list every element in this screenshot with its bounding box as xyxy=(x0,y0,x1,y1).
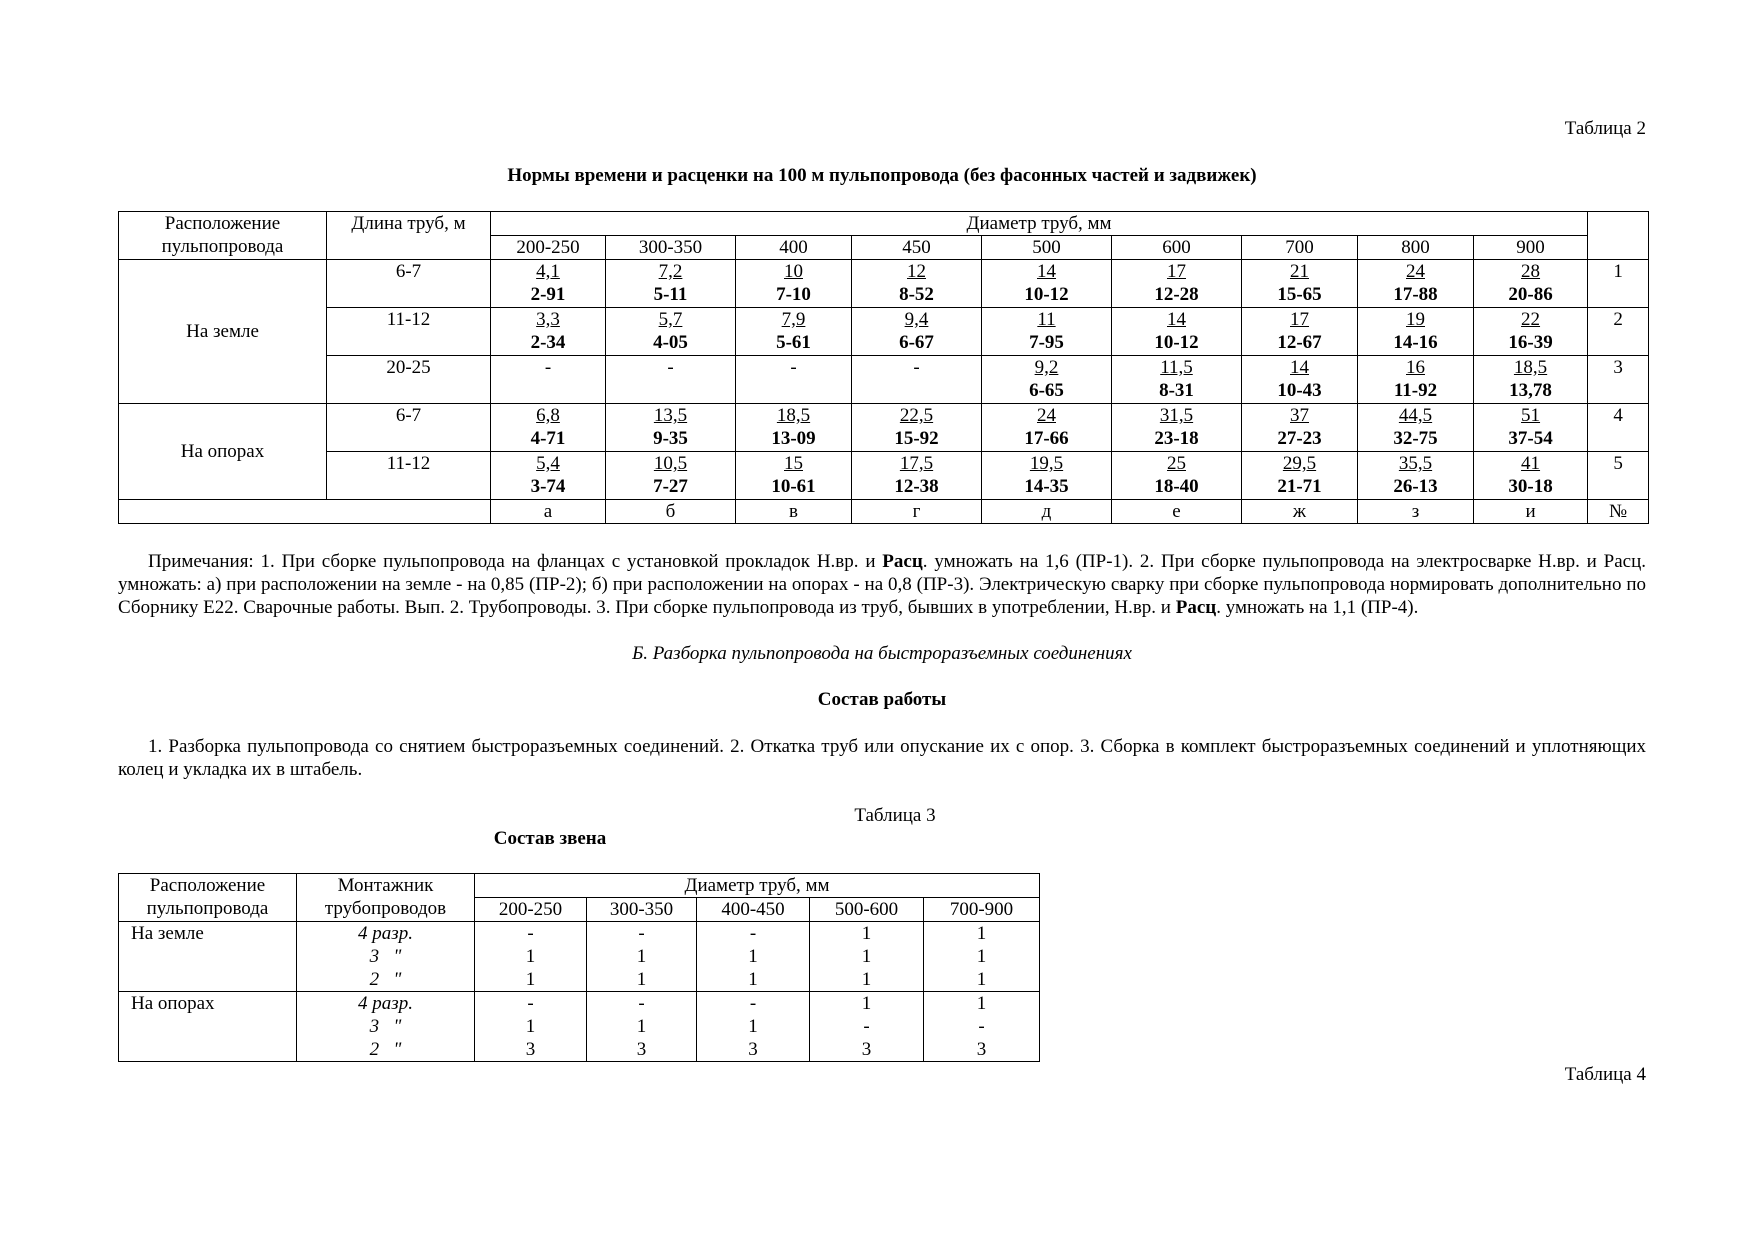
price-rate: 11-92 xyxy=(1393,380,1438,401)
price-rate: 14-16 xyxy=(1393,332,1438,353)
row-number: 2 xyxy=(1588,308,1649,356)
crew-count-cell xyxy=(924,922,1040,992)
time-norm: 24 xyxy=(1406,261,1425,282)
row-number: 3 xyxy=(1588,356,1649,404)
price-rate: 17-66 xyxy=(1024,428,1069,449)
table-row xyxy=(119,356,1649,404)
norm-cell xyxy=(736,260,852,308)
norm-cell xyxy=(982,452,1112,500)
row-number: 1 xyxy=(1588,260,1649,308)
norm-cell xyxy=(1112,356,1242,404)
time-norm: 10,5 xyxy=(653,453,688,474)
location-cell: На опорах xyxy=(119,992,297,1062)
time-norm: 15 xyxy=(784,453,803,474)
price-rate: 5-11 xyxy=(653,284,688,305)
crew-count: 3 xyxy=(861,1039,872,1060)
price-rate: 5-61 xyxy=(776,332,811,353)
diameter-header: 800 xyxy=(1358,236,1474,260)
table3-header-row xyxy=(119,874,1040,898)
price-rate: 15-92 xyxy=(894,428,939,449)
crew-count: 1 xyxy=(525,946,536,967)
price-rate: 20-86 xyxy=(1508,284,1553,305)
header-location: Расположение пульпопровода xyxy=(119,874,297,922)
price-rate xyxy=(491,379,605,402)
time-norm: 19 xyxy=(1406,309,1425,330)
norm-cell xyxy=(1112,404,1242,452)
price-rate: 12-28 xyxy=(1154,284,1199,305)
header-worker: Монтажник трубопроводов xyxy=(297,874,475,922)
footer-num-symbol: № xyxy=(1588,500,1649,524)
diameter-header: 400 xyxy=(736,236,852,260)
time-norm: - xyxy=(913,357,920,378)
header-num-empty xyxy=(1588,212,1649,260)
price-rate: 6-67 xyxy=(899,332,934,353)
diameter-header: 450 xyxy=(852,236,982,260)
crew-count-cell xyxy=(587,992,697,1062)
time-norm: 24 xyxy=(1037,405,1056,426)
time-norm: 17 xyxy=(1290,309,1309,330)
time-norm: 9,2 xyxy=(1034,357,1059,378)
footer-empty xyxy=(119,500,491,524)
price-rate: 15-65 xyxy=(1277,284,1322,305)
norm-cell xyxy=(1242,260,1358,308)
crew-table xyxy=(118,873,1040,1062)
crew-count: - xyxy=(749,993,757,1014)
crew-count: - xyxy=(863,1016,870,1037)
time-norm: 41 xyxy=(1521,453,1541,474)
table-row xyxy=(119,452,1649,500)
time-norm: 5,4 xyxy=(536,453,560,474)
norm-cell xyxy=(852,260,982,308)
crew-count: 1 xyxy=(861,946,872,967)
price-rate: 26-13 xyxy=(1393,476,1438,497)
price-rate: 13-09 xyxy=(771,428,816,449)
norm-cell xyxy=(1474,452,1588,500)
time-norm: 18,5 xyxy=(1513,357,1548,378)
norm-cell xyxy=(1112,260,1242,308)
price-rate: 4-71 xyxy=(530,428,566,449)
table2-title: Нормы времени и расценки на 100 м пульпопровода (без фасонных частей и задвижек) xyxy=(507,165,1257,186)
time-norm: 7,9 xyxy=(781,309,806,330)
rank-label: 2 " xyxy=(369,969,402,990)
header-length: Длина труб, м xyxy=(327,212,491,260)
time-norm: 18,5 xyxy=(776,405,811,426)
norm-cell xyxy=(1474,260,1588,308)
length-cell: 6-7 xyxy=(327,404,491,452)
crew-count: 1 xyxy=(861,993,872,1014)
column-letter: а xyxy=(491,500,606,524)
length-cell: 20-25 xyxy=(327,356,491,404)
rank-cell xyxy=(297,922,475,992)
time-norm: 44,5 xyxy=(1398,405,1433,426)
norm-cell xyxy=(491,404,606,452)
time-norm: 21 xyxy=(1290,261,1309,282)
diameter-header: 300-350 xyxy=(587,898,697,922)
price-rate: 7-95 xyxy=(1029,332,1064,353)
time-norm: 14 xyxy=(1037,261,1056,282)
crew-count: 1 xyxy=(525,969,536,990)
time-norm: - xyxy=(790,357,797,378)
time-norm: 28 xyxy=(1521,261,1541,282)
notes-bold-2: Расц xyxy=(1175,597,1217,618)
norm-cell xyxy=(491,452,606,500)
price-rate: 10-12 xyxy=(1024,284,1069,305)
work-composition-title: Состав работы xyxy=(817,689,947,710)
table3-caption: Таблица 3 xyxy=(854,805,936,826)
norm-cell xyxy=(1474,404,1588,452)
time-norm: 14 xyxy=(1167,309,1186,330)
price-rate: 12-67 xyxy=(1277,332,1322,353)
location-cell: На земле xyxy=(119,922,297,992)
rank-label: 4 разр. xyxy=(358,993,413,1014)
crew-count-cell xyxy=(475,922,587,992)
price-rate xyxy=(852,379,981,402)
price-rate: 8-52 xyxy=(899,284,934,305)
rank-label: 2 " xyxy=(369,1039,402,1060)
time-norm: 13,5 xyxy=(653,405,688,426)
diameter-header: 900 xyxy=(1474,236,1588,260)
norm-cell xyxy=(852,308,982,356)
time-norm: 17,5 xyxy=(899,453,934,474)
rank-label: 3 " xyxy=(369,946,402,967)
norm-cell xyxy=(491,260,606,308)
crew-count-cell xyxy=(924,992,1040,1062)
crew-count: 3 xyxy=(748,1039,758,1060)
time-norm: 29,5 xyxy=(1282,453,1317,474)
rank-cell xyxy=(297,992,475,1062)
column-letter: ж xyxy=(1242,500,1358,524)
price-rate: 9-35 xyxy=(653,428,688,449)
norm-cell xyxy=(1112,308,1242,356)
column-letter: в xyxy=(736,500,852,524)
norm-cell xyxy=(982,308,1112,356)
diameter-header: 700-900 xyxy=(924,898,1040,922)
norm-cell xyxy=(982,404,1112,452)
price-rate: 30-18 xyxy=(1508,476,1553,497)
norms-table xyxy=(118,211,1649,524)
price-rate: 10-61 xyxy=(771,476,816,497)
price-rate: 6-65 xyxy=(1029,380,1064,401)
rank-label: 3 " xyxy=(369,1016,402,1037)
crew-count-cell xyxy=(810,922,924,992)
crew-count: 3 xyxy=(976,1039,987,1060)
diameter-header: 500 xyxy=(982,236,1112,260)
price-rate: 10-12 xyxy=(1154,332,1199,353)
column-letter: д xyxy=(982,500,1112,524)
price-rate: 13,78 xyxy=(1509,380,1552,401)
section-b-title: Б. Разборка пульпопровода на быстроразъемных соединениях xyxy=(632,643,1132,664)
crew-count: 1 xyxy=(636,1016,647,1037)
price-rate: 27-23 xyxy=(1277,428,1322,449)
column-letter: б xyxy=(606,500,736,524)
diameter-header: 200-250 xyxy=(475,898,587,922)
length-cell: 11-12 xyxy=(327,308,491,356)
time-norm: 10 xyxy=(784,261,803,282)
time-norm: 5,7 xyxy=(658,309,683,330)
norm-cell xyxy=(606,452,736,500)
price-rate: 23-18 xyxy=(1154,428,1199,449)
norm-cell xyxy=(852,452,982,500)
norm-cell xyxy=(736,308,852,356)
diameter-header: 500-600 xyxy=(810,898,924,922)
norm-cell xyxy=(1242,404,1358,452)
time-norm: 4,1 xyxy=(536,261,560,282)
price-rate: 8-31 xyxy=(1159,380,1194,401)
price-rate: 2-91 xyxy=(530,284,566,305)
column-letter: з xyxy=(1358,500,1474,524)
rank-label: 4 разр. xyxy=(358,923,413,944)
notes-text-3: . умножать на 1,1 (ПР-4). xyxy=(1216,597,1419,618)
price-rate: 37-54 xyxy=(1508,428,1553,449)
crew-count-cell xyxy=(697,922,810,992)
price-rate: 16-39 xyxy=(1508,332,1553,353)
norm-cell xyxy=(736,356,852,404)
time-norm: 22 xyxy=(1521,309,1541,330)
diameter-header: 700 xyxy=(1242,236,1358,260)
time-norm: 9,4 xyxy=(904,309,929,330)
crew-count: 1 xyxy=(748,969,758,990)
crew-count: - xyxy=(638,923,645,944)
norm-cell xyxy=(1474,356,1588,404)
column-letter: е xyxy=(1112,500,1242,524)
price-rate: 18-40 xyxy=(1154,476,1199,497)
norm-cell xyxy=(982,356,1112,404)
time-norm: 3,3 xyxy=(536,309,560,330)
diameter-header: 400-450 xyxy=(697,898,810,922)
price-rate: 4-05 xyxy=(653,332,688,353)
time-norm: 6,8 xyxy=(536,405,560,426)
norm-cell xyxy=(1358,356,1474,404)
norm-cell xyxy=(1358,452,1474,500)
table4-caption: Таблица 4 xyxy=(1564,1064,1646,1085)
time-norm: 51 xyxy=(1521,405,1541,426)
price-rate: 7-10 xyxy=(776,284,811,305)
price-rate: 3-74 xyxy=(530,476,566,497)
crew-count: - xyxy=(749,923,757,944)
price-rate xyxy=(606,379,735,402)
crew-count: - xyxy=(527,993,534,1014)
header-location: Расположение пульпопровода xyxy=(119,212,327,260)
time-norm: 11,5 xyxy=(1160,357,1193,378)
column-letter: г xyxy=(852,500,982,524)
row-number: 4 xyxy=(1588,404,1649,452)
price-rate: 2-34 xyxy=(530,332,566,353)
time-norm: 12 xyxy=(907,261,926,282)
norm-cell xyxy=(1474,308,1588,356)
norm-cell xyxy=(852,404,982,452)
location-cell: На опорах xyxy=(119,404,327,500)
table2-footer-row xyxy=(119,500,1649,524)
price-rate: 7-27 xyxy=(653,476,688,497)
time-norm: 31,5 xyxy=(1159,405,1194,426)
price-rate: 17-88 xyxy=(1393,284,1438,305)
table-row xyxy=(119,922,1040,992)
crew-count-cell xyxy=(475,992,587,1062)
time-norm: 14 xyxy=(1290,357,1309,378)
crew-count: 1 xyxy=(976,969,987,990)
price-rate: 21-71 xyxy=(1277,476,1322,497)
time-norm: 35,5 xyxy=(1398,453,1433,474)
crew-count: 1 xyxy=(748,1016,758,1037)
time-norm: 19,5 xyxy=(1029,453,1064,474)
price-rate: 14-35 xyxy=(1024,476,1069,497)
norm-cell xyxy=(606,404,736,452)
norm-cell xyxy=(606,308,736,356)
norm-cell xyxy=(1358,260,1474,308)
crew-count: - xyxy=(978,1016,985,1037)
norm-cell xyxy=(1242,308,1358,356)
crew-count: 1 xyxy=(861,969,872,990)
notes-text-2: . умножать на 1,6 (ПР-1). 2. При сборке пульпопровода на электросварке Н.вр. и Расц. умножать: а) при расположении на земле - на 0,85 (ПР-2); б) при расположении на опорах - на 0,8 (ПР-3). Электрическую сварку при сборке пульпопровода нормировать дополнительно по Сборнику Е22. Сварочные работы. Вып. 2. Трубопроводы. 3. При сборке пульпопровода из труб, бывших в употреблении, Н.вр. и xyxy=(118,551,1646,618)
time-norm: 7,2 xyxy=(658,261,683,282)
norm-cell xyxy=(606,260,736,308)
norm-cell xyxy=(1112,452,1242,500)
crew-count: - xyxy=(638,993,645,1014)
length-cell: 11-12 xyxy=(327,452,491,500)
norm-cell xyxy=(736,452,852,500)
norm-cell xyxy=(491,308,606,356)
column-letter: и xyxy=(1474,500,1588,524)
time-norm: - xyxy=(667,357,674,378)
header-diameter: Диаметр труб, мм xyxy=(491,212,1588,236)
location-cell: На земле xyxy=(119,260,327,404)
crew-count: - xyxy=(527,923,534,944)
table-row xyxy=(119,260,1649,308)
crew-count-cell xyxy=(587,922,697,992)
time-norm: 16 xyxy=(1406,357,1425,378)
norm-cell xyxy=(982,260,1112,308)
header-diameter: Диаметр труб, мм xyxy=(475,874,1040,898)
time-norm: 22,5 xyxy=(899,405,934,426)
notes-text-1: Примечания: 1. При сборке пульпопровода на фланцах с установкой прокладок Н.вр. и xyxy=(148,551,883,572)
crew-count: 3 xyxy=(636,1039,647,1060)
crew-count: 1 xyxy=(976,993,987,1014)
price-rate: 32-75 xyxy=(1393,428,1438,449)
work-composition-text: 1. Разборка пульпопровода со снятием быстроразъемных соединений. 2. Откатка труб или опускание их с опор. 3. Сборка в комплект быстроразъемных соединений и уплотняющих колец и укладка их в штабель. xyxy=(118,736,1646,780)
crew-count: 1 xyxy=(861,923,872,944)
norm-cell xyxy=(1358,308,1474,356)
crew-count: 3 xyxy=(525,1039,536,1060)
price-rate: 10-43 xyxy=(1277,380,1322,401)
crew-count: 1 xyxy=(636,969,647,990)
notes-bold-1: Расц xyxy=(882,551,923,572)
time-norm: 11 xyxy=(1037,309,1056,330)
table2-caption: Таблица 2 xyxy=(1564,118,1646,139)
diameter-header: 300-350 xyxy=(606,236,736,260)
price-rate xyxy=(736,379,851,402)
norm-cell xyxy=(1242,452,1358,500)
row-number: 5 xyxy=(1588,452,1649,500)
norm-cell xyxy=(1242,356,1358,404)
crew-count: 1 xyxy=(636,946,647,967)
notes-paragraph xyxy=(118,550,1646,619)
crew-count: 1 xyxy=(976,923,987,944)
time-norm: 17 xyxy=(1167,261,1186,282)
table2-header-row xyxy=(119,212,1649,236)
norm-cell xyxy=(491,356,606,404)
time-norm: 37 xyxy=(1290,405,1309,426)
crew-count: 1 xyxy=(976,946,987,967)
length-cell: 6-7 xyxy=(327,260,491,308)
norm-cell xyxy=(852,356,982,404)
time-norm: 25 xyxy=(1167,453,1186,474)
crew-count-cell xyxy=(810,992,924,1062)
crew-count-cell xyxy=(697,992,810,1062)
table-row xyxy=(119,992,1040,1062)
crew-count: 1 xyxy=(525,1016,536,1037)
table-row xyxy=(119,308,1649,356)
diameter-header: 200-250 xyxy=(491,236,606,260)
table3-title: Состав звена xyxy=(493,828,607,849)
table-row xyxy=(119,404,1649,452)
norm-cell xyxy=(736,404,852,452)
price-rate: 12-38 xyxy=(894,476,939,497)
norm-cell xyxy=(606,356,736,404)
diameter-header: 600 xyxy=(1112,236,1242,260)
norm-cell xyxy=(1358,404,1474,452)
crew-count: 1 xyxy=(748,946,758,967)
time-norm: - xyxy=(544,357,552,378)
